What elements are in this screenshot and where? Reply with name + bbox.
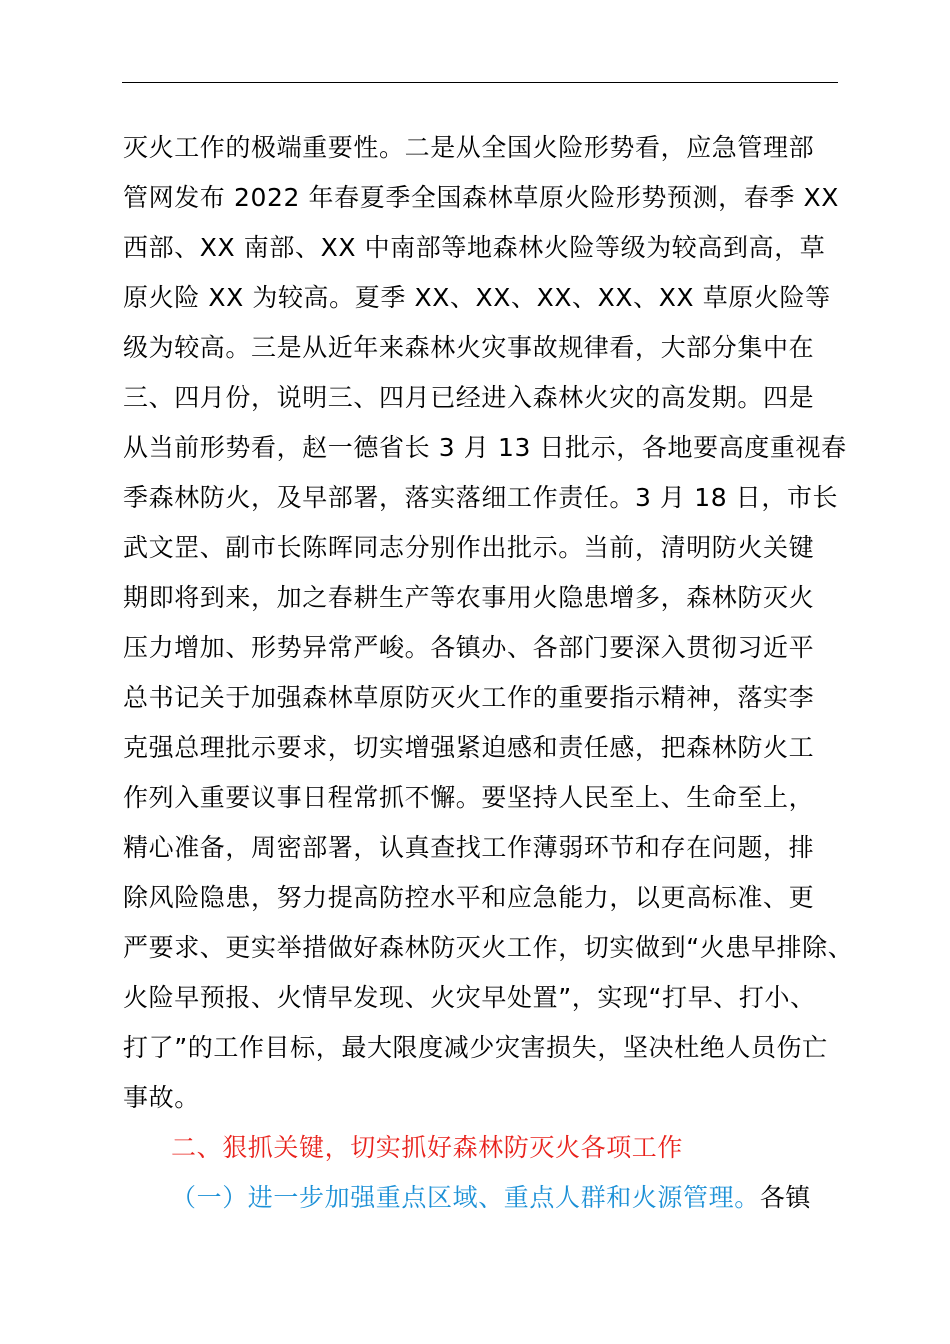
paragraph-line: 期即将到来，加之春耕生产等农事用火隐患增多，森林防灭火: [123, 583, 815, 612]
paragraph-line: 管网发布 2022 年春夏季全国森林草原火险形势预测，春季 XX: [123, 183, 839, 212]
paragraph-line: 西部、XX 南部、XX 中南部等地森林火险等级为较高到高，草: [123, 233, 826, 262]
paragraph-line: 除风险隐患，努力提高防控水平和应急能力，以更高标准、更: [123, 883, 815, 912]
paragraph-line: 精心准备，周密部署，认真查找工作薄弱环节和存在问题，排: [123, 833, 815, 862]
document-body: [123, 123, 854, 1223]
paragraph-line: 事故。: [123, 1083, 200, 1112]
header-rule: [122, 82, 838, 83]
paragraph-line: 从当前形势看，赵一德省长 3 月 13 日批示，各地要高度重视春: [123, 433, 847, 462]
paragraph-line: 原火险 XX 为较高。夏季 XX、XX、XX、XX、XX 草原火险等: [123, 283, 831, 312]
paragraph-line: 严要求、更实举措做好森林防灭火工作，切实做到“火患早排除、: [123, 933, 854, 962]
paragraph-line: 打了”的工作目标，最大限度减少灾害损失，坚决杜绝人员伤亡: [123, 1033, 828, 1062]
subsection-line: [123, 1173, 839, 1223]
paragraph-line: 火险早预报、火情早发现、火灾早处置”，实现“打早、打小、: [123, 983, 816, 1012]
section-heading: 二、狠抓关键，切实抓好森林防灭火各项工作: [171, 1133, 684, 1162]
paragraph-line: 灭火工作的极端重要性。二是从全国火险形势看，应急管理部: [123, 133, 815, 162]
paragraph-line: 克强总理批示要求，切实增强紧迫感和责任感，把森林防火工: [123, 733, 815, 762]
paragraph-line: 三、四月份，说明三、四月已经进入森林火灾的高发期。四是: [123, 383, 815, 412]
paragraph-line: 武文罡、副市长陈晖同志分别作出批示。当前，清明防火关键: [123, 533, 815, 562]
paragraph-line: 作列入重要议事日程常抓不懈。要坚持人民至上、生命至上，: [123, 783, 815, 812]
subsection-text: 各镇: [759, 1183, 812, 1212]
paragraph-line: 总书记关于加强森林草原防灭火工作的重要指示精神，落实李: [123, 683, 815, 712]
subsection-title: （一）进一步加强重点区域、重点人群和火源管理。: [171, 1183, 760, 1212]
paragraph-line: 级为较高。三是从近年来森林火灾事故规律看，大部分集中在: [123, 333, 815, 362]
paragraph-line: 压力增加、形势异常严峻。各镇办、各部门要深入贯彻习近平: [123, 633, 815, 662]
paragraph-line: 季森林防火，及早部署，落实落细工作责任。3 月 18 日，市长: [123, 483, 839, 512]
